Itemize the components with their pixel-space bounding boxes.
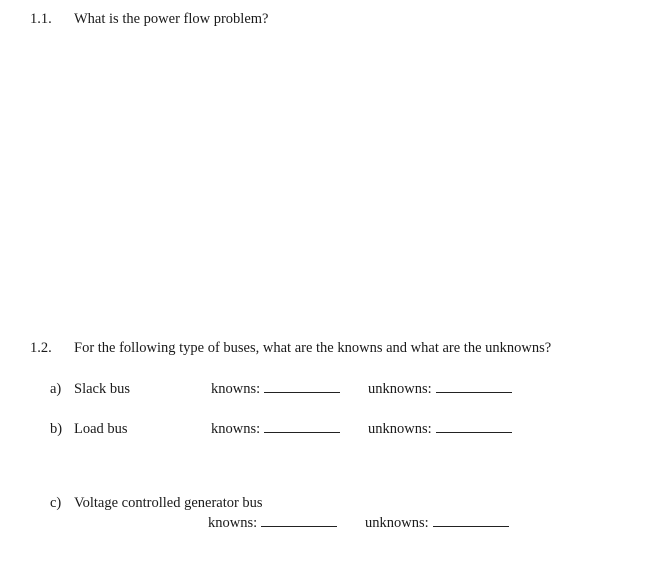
unknowns-label: unknowns: (368, 421, 432, 437)
knowns-label: knowns: (211, 381, 261, 397)
unknowns-answer-blank[interactable] (433, 514, 509, 527)
unknowns-answer-blank[interactable] (436, 420, 512, 433)
item-b-unknowns (368, 420, 512, 438)
knowns-answer-blank[interactable] (264, 420, 340, 433)
question-1-2-number: 1.2. (30, 340, 52, 356)
item-a-marker: a) (50, 381, 62, 397)
item-a-label: Slack bus (74, 381, 130, 397)
question-1-1-number: 1.1. (30, 11, 52, 27)
knowns-answer-blank[interactable] (261, 514, 337, 527)
item-b-knowns (211, 420, 340, 438)
knowns-label: knowns: (208, 515, 258, 531)
knowns-label: knowns: (211, 421, 261, 437)
item-c-knowns (208, 514, 337, 532)
item-b-label: Load bus (74, 421, 128, 437)
item-c-label: Voltage controlled generator bus (74, 495, 263, 511)
item-c-unknowns (365, 514, 509, 532)
item-b-marker: b) (50, 421, 63, 437)
question-1-2-text: For the following type of buses, what are the knowns and what are the unknowns? (74, 340, 552, 356)
unknowns-label: unknowns: (368, 381, 432, 397)
knowns-answer-blank[interactable] (264, 380, 340, 393)
question-1-1-text: What is the power flow problem? (74, 11, 269, 27)
unknowns-label: unknowns: (365, 515, 429, 531)
item-a-unknowns (368, 380, 512, 398)
item-c-marker: c) (50, 495, 62, 511)
item-a-knowns (211, 380, 340, 398)
unknowns-answer-blank[interactable] (436, 380, 512, 393)
